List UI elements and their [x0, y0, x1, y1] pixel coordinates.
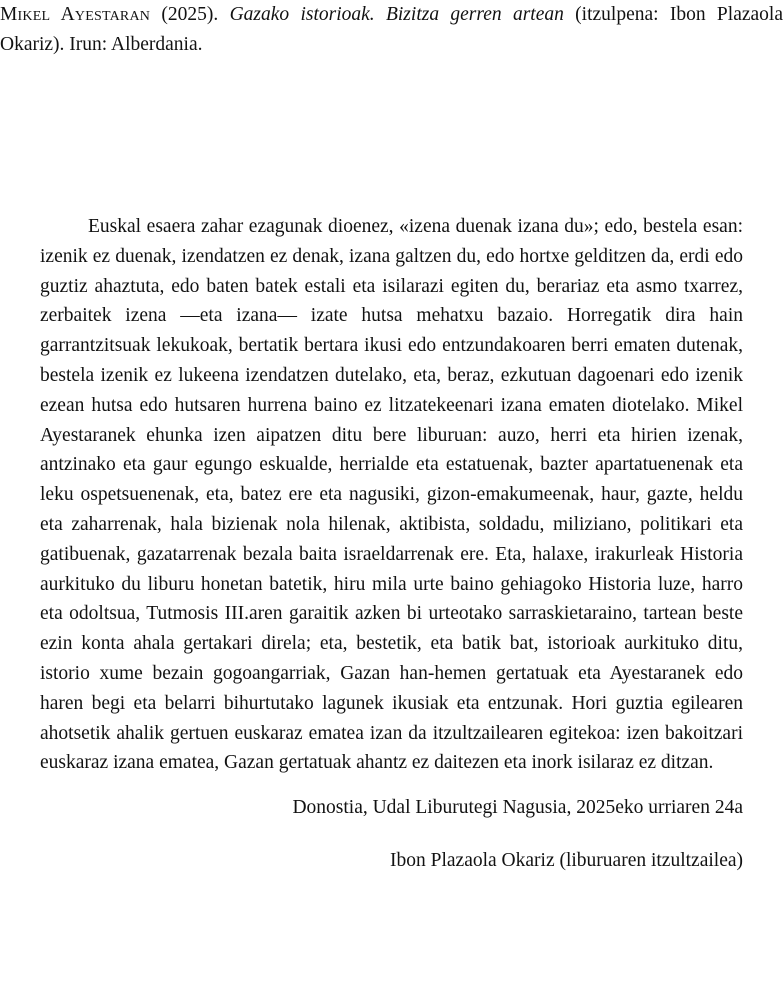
closing-signature: Ibon Plazaola Okariz (liburuaren itzultzailea)	[390, 850, 743, 871]
reference-spacer-1	[150, 4, 161, 25]
reference-spacer-2	[218, 4, 229, 25]
bibliographic-reference	[0, 0, 783, 60]
closing-place-and-date: Donostia, Udal Liburutegi Nagusia, 2025eko urriaren 24a	[292, 797, 743, 818]
reference-author: Mikel Ayestaran	[0, 4, 151, 25]
reference-year: (2025).	[161, 4, 219, 25]
reference-book-title: Gazako istorioak. Bizitza gerren artean	[229, 4, 564, 25]
main-body-paragraph: Euskal esaera zahar ezagunak dioenez, «izena duenak izana du»; edo, bestela esan: izenik ez duenak, izendatzen ez denak, izana galtzen du, edo hortxe gelditzen da, erdi edo guztiz ahaztuta, edo baten batek estali eta isilarazi egiten du, berariaz eta asmo txarrez, zerbaitek izena —eta izana— izate hutsa mehatxu bazaio. Horregatik dira hain garrantzitsuak lekukoak, bertatik bertara ikusi edo entzundakoaren berri ematen dutenak, bestela izenik ez lukeena izendatzen dutelako, eta, beraz, ezkutuan dagoenari edo izenik ezean hutsa edo hutsaren hurrena baino ez litzatekeenari izana ematen diotelako. Mikel Ayestaranek ehunka izen aipatzen ditu bere liburuan: auzo, herri eta hirien izenak, antzinako eta gaur egungo eskualde, herrialde eta estatuenak, bazter apartatuenenak eta leku ospetsuenenak, eta, batez ere eta nagusiki, gizon-emakumeenak, haur, gazte, heldu eta zaharrenak, hala bizienak nola hilenak, aktibista, soldadu, miliziano, politikari eta gatibuenak, gazatarrenak bezala baita israeldarrenak ere. Eta, halaxe, irakurleak Historia aurkituko du liburu honetan batetik, hiru mila urte baino gehiagoko Historia luze, harro eta odoltsua, Tutmosis III.aren garaitik azken bi urteotako sarraskietaraino, tartean beste ezin konta ahala gertakari direla; eta, bestetik, eta batik bat, istorioak aurkituko ditu, istorio xume bezain gogoangarriak, Gazan han-hemen gertatuak eta Ayestaranek edo haren begi eta belarri bihurtutako lagunek ikusiak eta entzunak. Hori guztia egilearen ahotsetik ahalik gertuen euskaraz ematea izan da itzultzailearen egitekoa: izen bakoitzari euskaraz izana ematea, Gazan gertatuak ahantz ez daitezen eta inork isilaraz ez ditzan.	[40, 216, 743, 774]
reference-publication-info: (itzulpena: Ibon Plazaola Okariz). Irun: Alberdania.	[0, 4, 783, 55]
